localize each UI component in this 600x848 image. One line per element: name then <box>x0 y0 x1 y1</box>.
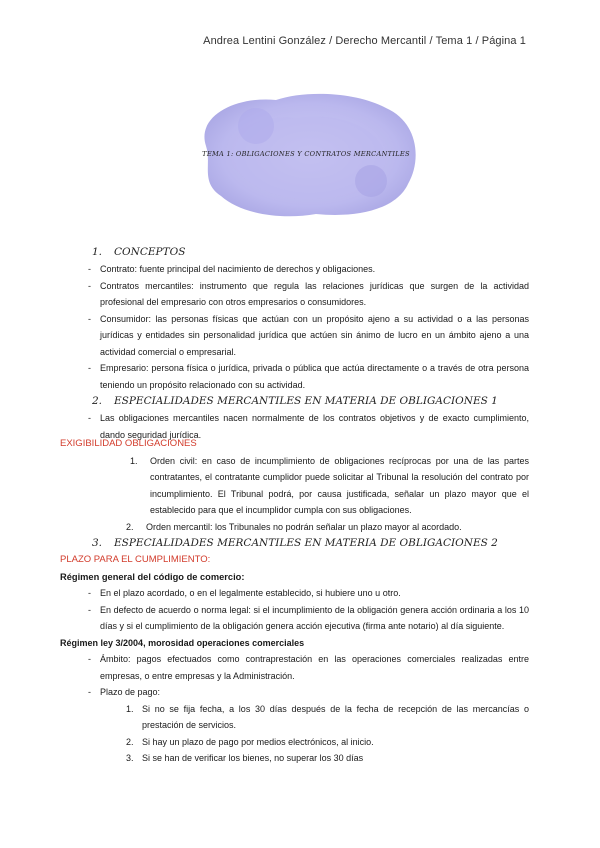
subheading-red: PLAZO PARA EL CUMPLIMIENTO: <box>60 554 211 565</box>
list-item <box>74 261 529 278</box>
subheading-mixed <box>60 635 529 652</box>
item-text: Orden civil: en caso de incumplimiento de obligaciones recíprocas por una de las partes contratantes, el contratante cumplidor puede solicitar al Tribunal la resolución del contrato por incumplimiento. El Tribunal podrá, por causa justificada, señalar un plazo mayor que el establecido para que el incumplidor cumpla con sus obligaciones. <box>150 455 529 515</box>
subheading-rest: , morosidad operaciones comerciales <box>143 637 305 648</box>
section-title: ESPECIALIDADES MERCANTILES EN MATERIA DE OBLIGACIONES 1 <box>114 395 498 407</box>
section-heading <box>74 393 529 410</box>
item-number: 1. <box>130 455 138 466</box>
subheading-bold: Régimen general del código de comercio: <box>60 571 245 582</box>
item-text: Si se han de verificar los bienes, no superar los 30 días <box>142 753 364 763</box>
bullet: - <box>88 264 91 274</box>
list-item <box>74 360 529 393</box>
list-item <box>74 311 529 361</box>
numbered-item <box>74 750 529 767</box>
bullet: - <box>88 363 91 373</box>
document-title: TEMA 1: OBLIGACIONES Y CONTRATOS MERCANTILES <box>202 150 410 158</box>
section-number: 1. <box>92 246 103 258</box>
section-title: ESPECIALIDADES MERCANTILES EN MATERIA DE OBLIGACIONES 2 <box>114 537 498 549</box>
section-heading <box>74 535 529 552</box>
section-heading <box>74 244 529 261</box>
item-text: Si hay un plazo de pago por medios electrónicos, al inicio. <box>142 736 374 747</box>
bullet: - <box>88 280 91 291</box>
item-text: Si no se fija fecha, a los 30 días después de la fecha de recepción de las mercancías o prestación de servicios. <box>142 703 529 730</box>
subheading-red: EXIGIBILIDAD OBLIGACIONES <box>60 438 197 449</box>
section-number: 2. <box>92 395 103 407</box>
list-item-text: En defecto de acuerdo o norma legal: si el incumplimiento de la obligación genera acción ordinaria a los 10 días y si el cumplimiento de la obligación genera acción ejecutiva (firma ante notario) al día siguiente. <box>100 604 529 631</box>
page-header: Andrea Lentini González / Derecho Mercantil / Tema 1 / Página 1 <box>203 35 526 47</box>
bullet: - <box>88 604 91 615</box>
bullet: - <box>88 654 91 664</box>
list-item-text: Consumidor: las personas físicas que actúan con un propósito ajeno a su actividad o a las personas jurídicas y entidades sin personalidad jurídica que actúen sin ánimo de lucro en un ámbito ajeno a una actividad comercial o empresarial. <box>100 313 529 357</box>
list-item-text: Ámbito: pagos efectuados como contraprestación en las operaciones comerciales realizadas entre empresas, o entre empresas y la Administración. <box>100 654 529 681</box>
list-item-text: Empresario: persona física o jurídica, privada o pública que actúa directamente o a través de otra persona teniendo un propósito relacionado con su actividad. <box>100 363 529 390</box>
bullet: - <box>88 313 91 324</box>
numbered-item <box>74 701 529 734</box>
item-number: 3. <box>126 753 134 763</box>
list-item-text: Contrato: fuente principal del nacimiento de derechos y obligaciones. <box>100 264 376 274</box>
numbered-item <box>74 519 529 536</box>
list-item-text: Plazo de pago: <box>100 687 161 697</box>
list-item <box>74 684 529 701</box>
numbered-item <box>74 453 529 519</box>
list-item-text: En el plazo acordado, o en el legalmente establecido, si hubiere uno u otro. <box>100 588 401 598</box>
bullet: - <box>88 687 91 697</box>
bullet: - <box>88 413 91 423</box>
exigibilidad-block <box>60 436 529 767</box>
list-item <box>74 651 529 684</box>
item-text: Orden mercantil: los Tribunales no podrán señalar un plazo mayor al acordado. <box>146 521 462 532</box>
item-number: 2. <box>126 521 134 532</box>
numbered-item <box>74 734 529 751</box>
list-item-text: Las obligaciones mercantiles nacen normalmente de los contratos objetivos y de exacto cumplimiento, dando seguridad jurídica. <box>100 413 529 440</box>
section-number: 3. <box>92 537 103 549</box>
section-title: CONCEPTOS <box>114 246 186 258</box>
list-item <box>74 585 529 602</box>
item-number: 2. <box>126 736 134 747</box>
list-item <box>74 278 529 311</box>
subheading-bold-part: Régimen ley 3/2004 <box>60 637 144 648</box>
list-item-text: Contratos mercantiles: instrumento que regula las relaciones jurídicas que surgen de la actividad profesional del empresario con otros empresarios o consumidores. <box>100 280 529 307</box>
page-content <box>74 244 529 443</box>
bullet: - <box>88 588 91 598</box>
item-number: 1. <box>126 703 134 714</box>
list-item <box>74 602 529 635</box>
